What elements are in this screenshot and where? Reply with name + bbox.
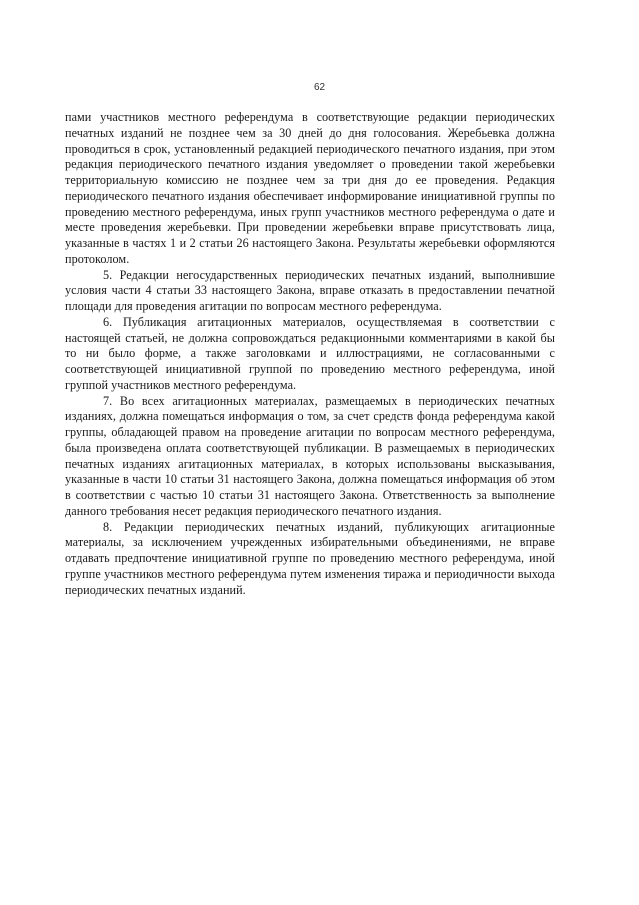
body-text xyxy=(65,110,555,598)
page-number: 62 xyxy=(313,82,326,93)
paragraph-continuation: пами участников местного референдума в соответствующие редакции периодических печатных изданий не позднее чем за 30 дней до дня голосования. Жеребьевка должна проводиться в срок, установленный редакцией периодического печатного издания, при этом редакция периодического печатного издания уведомляет о проведении такой жеребьевки территориальную комиссию не позднее чем за три дня до ее проведения. Редакция периодического печатного издания обеспечивает информирование инициативной группы по проведению местного референдума, иных групп участников местного референдума о дате и месте проведения жеребьевки. При проведении жеребьевки вправе присутствовать лица, указанные в частях 1 и 2 статьи 26 настоящего Закона. Результаты жеребьевки оформляются протоколом. xyxy=(65,110,555,266)
paragraph-6: 6. Публикация агитационных материалов, осуществляемая в соответствии с настоящей статьей, не должна сопровождаться редакционными комментариями в какой бы то ни было форме, а также заголовками и иллюстрациями, не согласованными с соответствующей инициативной группой по проведению местного референдума, иной группой участников местного референдума. xyxy=(65,314,555,392)
paragraph-5: 5. Редакции негосударственных периодических печатных изданий, выполнившие условия части 4 статьи 33 настоящего Закона, вправе отказать в предоставлении печатной площади для проведения агитации по вопросам местного референдума. xyxy=(65,267,555,313)
paragraph-7: 7. Во всех агитационных материалах, размещаемых в периодических печатных изданиях, должна помещаться информация о том, за счет средств фонда референдума какой группы, обладающей правом на проведение агитации по вопросам местного референдума, была произведена оплата соответствующей публикации. В размещаемых в периодических печатных изданиях агитационных материалах, в которых использованы высказывания, указанные в части 10 статьи 31 настоящего Закона, должна помещаться информация об этом в соответствии с частью 10 статьи 31 настоящего Закона. Ответственность за выполнение данного требования несет редакция периодического печатного издания. xyxy=(65,393,555,518)
paragraph-8: 8. Редакции периодических печатных изданий, публикующих агитационные материалы, за исключением учрежденных избирательными объединениями, не вправе отдавать предпочтение инициативной группе по проведению местного референдума, иной группе участников местного референдума путем изменения тиража и периодичности выхода периодических печатных изданий. xyxy=(65,519,555,597)
